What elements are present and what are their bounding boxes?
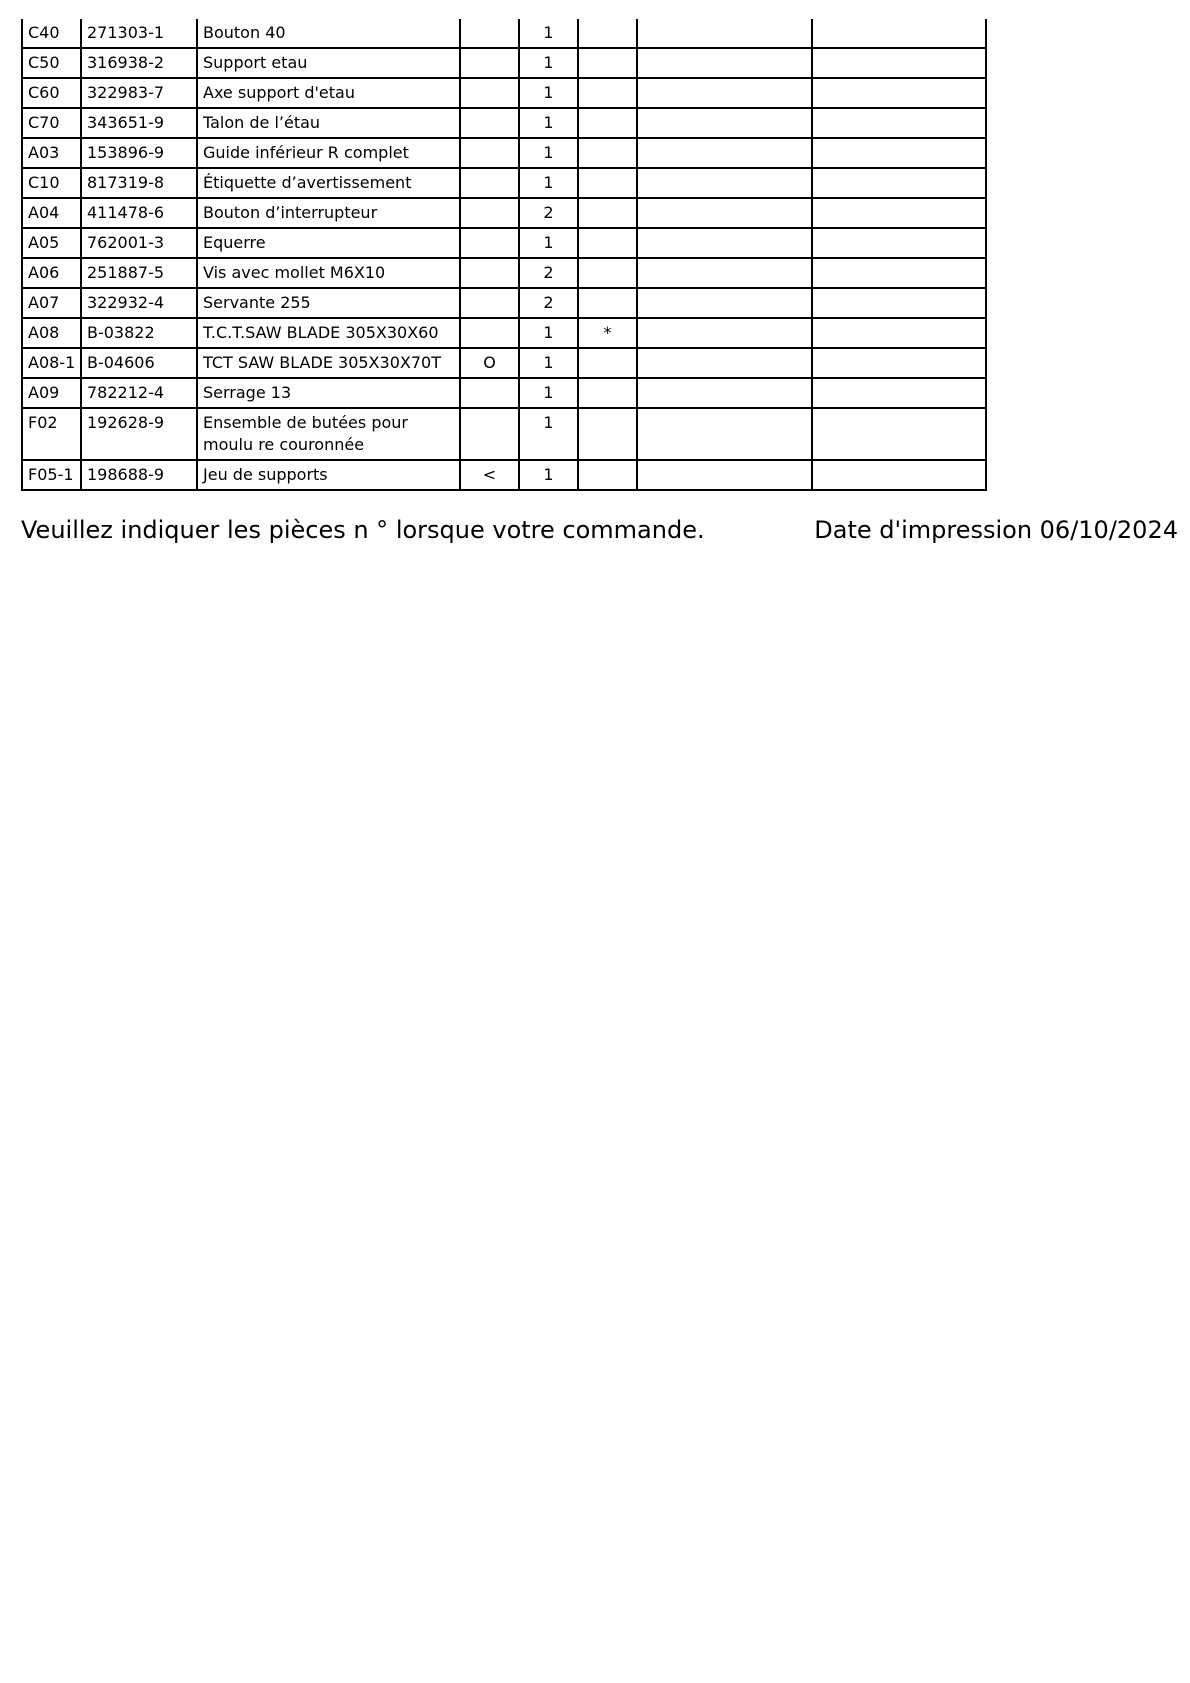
quantity-cell: 1 <box>519 408 578 460</box>
parts-table-body <box>22 19 986 490</box>
note-cell: * <box>578 318 637 348</box>
quantity-cell: 2 <box>519 198 578 228</box>
note-cell <box>578 348 637 378</box>
empty-cell <box>812 168 986 198</box>
empty-cell <box>812 288 986 318</box>
description-cell: Étiquette d’avertissement <box>197 168 460 198</box>
empty-cell <box>637 138 812 168</box>
part-number-cell: 251887-5 <box>81 258 197 288</box>
mark-cell: O <box>460 348 519 378</box>
part-number-cell: B-04606 <box>81 348 197 378</box>
table-row <box>22 19 986 48</box>
empty-cell <box>812 108 986 138</box>
description-cell: Ensemble de butées pour moulu re couronnée <box>197 408 460 460</box>
empty-cell <box>637 168 812 198</box>
item-no-cell: A09 <box>22 378 81 408</box>
empty-cell <box>637 408 812 460</box>
empty-cell <box>637 318 812 348</box>
note-cell <box>578 168 637 198</box>
item-no-cell: C60 <box>22 78 81 108</box>
empty-cell <box>637 348 812 378</box>
part-number-cell: 271303-1 <box>81 19 197 48</box>
description-cell: TCT SAW BLADE 305X30X70T <box>197 348 460 378</box>
description-cell: Support etau <box>197 48 460 78</box>
note-cell <box>578 198 637 228</box>
table-row <box>22 408 986 460</box>
note-cell <box>578 78 637 108</box>
description-cell: Vis avec mollet M6X10 <box>197 258 460 288</box>
part-number-cell: B-03822 <box>81 318 197 348</box>
mark-cell <box>460 228 519 258</box>
quantity-cell: 1 <box>519 460 578 490</box>
empty-cell <box>637 19 812 48</box>
item-no-cell: C70 <box>22 108 81 138</box>
item-no-cell: A06 <box>22 258 81 288</box>
table-row <box>22 318 986 348</box>
quantity-cell: 1 <box>519 108 578 138</box>
item-no-cell: C40 <box>22 19 81 48</box>
item-no-cell: F05-1 <box>22 460 81 490</box>
table-row <box>22 48 986 78</box>
part-number-cell: 322983-7 <box>81 78 197 108</box>
mark-cell <box>460 108 519 138</box>
quantity-cell: 1 <box>519 168 578 198</box>
quantity-cell: 2 <box>519 258 578 288</box>
item-no-cell: C10 <box>22 168 81 198</box>
quantity-cell: 1 <box>519 138 578 168</box>
empty-cell <box>812 228 986 258</box>
part-number-cell: 322932-4 <box>81 288 197 318</box>
page-footer <box>21 512 1178 548</box>
empty-cell <box>637 108 812 138</box>
description-cell: Servante 255 <box>197 288 460 318</box>
part-number-cell: 316938-2 <box>81 48 197 78</box>
table-row <box>22 78 986 108</box>
table-row <box>22 108 986 138</box>
quantity-cell: 1 <box>519 378 578 408</box>
mark-cell <box>460 19 519 48</box>
item-no-cell: A08 <box>22 318 81 348</box>
empty-cell <box>812 408 986 460</box>
description-cell: Guide inférieur R complet <box>197 138 460 168</box>
empty-cell <box>812 258 986 288</box>
description-cell: Bouton 40 <box>197 19 460 48</box>
note-cell <box>578 288 637 318</box>
item-no-cell: A08-1 <box>22 348 81 378</box>
part-number-cell: 762001-3 <box>81 228 197 258</box>
mark-cell <box>460 288 519 318</box>
empty-cell <box>637 460 812 490</box>
print-date: Date d'impression 06/10/2024 <box>814 516 1178 544</box>
empty-cell <box>637 378 812 408</box>
parts-table <box>21 19 987 491</box>
mark-cell <box>460 378 519 408</box>
note-cell <box>578 258 637 288</box>
description-cell: Axe support d'etau <box>197 78 460 108</box>
mark-cell <box>460 258 519 288</box>
part-number-cell: 198688-9 <box>81 460 197 490</box>
item-no-cell: A05 <box>22 228 81 258</box>
part-number-cell: 782212-4 <box>81 378 197 408</box>
table-row <box>22 228 986 258</box>
part-number-cell: 153896-9 <box>81 138 197 168</box>
empty-cell <box>812 198 986 228</box>
part-number-cell: 817319-8 <box>81 168 197 198</box>
item-no-cell: A04 <box>22 198 81 228</box>
description-cell: Talon de l’étau <box>197 108 460 138</box>
mark-cell <box>460 408 519 460</box>
table-row <box>22 138 986 168</box>
note-cell <box>578 19 637 48</box>
note-cell <box>578 138 637 168</box>
mark-cell <box>460 138 519 168</box>
item-no-cell: F02 <box>22 408 81 460</box>
empty-cell <box>637 228 812 258</box>
item-no-cell: C50 <box>22 48 81 78</box>
mark-cell: < <box>460 460 519 490</box>
note-cell <box>578 108 637 138</box>
empty-cell <box>812 78 986 108</box>
description-cell: Equerre <box>197 228 460 258</box>
empty-cell <box>812 348 986 378</box>
item-no-cell: A03 <box>22 138 81 168</box>
table-row <box>22 198 986 228</box>
quantity-cell: 1 <box>519 228 578 258</box>
quantity-cell: 1 <box>519 48 578 78</box>
note-cell <box>578 48 637 78</box>
part-number-cell: 343651-9 <box>81 108 197 138</box>
note-cell <box>578 460 637 490</box>
table-row <box>22 258 986 288</box>
mark-cell <box>460 48 519 78</box>
description-cell: Serrage 13 <box>197 378 460 408</box>
note-cell <box>578 378 637 408</box>
part-number-cell: 192628-9 <box>81 408 197 460</box>
mark-cell <box>460 168 519 198</box>
table-row <box>22 378 986 408</box>
empty-cell <box>637 78 812 108</box>
empty-cell <box>637 288 812 318</box>
empty-cell <box>812 460 986 490</box>
empty-cell <box>812 378 986 408</box>
empty-cell <box>812 138 986 168</box>
mark-cell <box>460 78 519 108</box>
part-number-cell: 411478-6 <box>81 198 197 228</box>
quantity-cell: 1 <box>519 78 578 108</box>
empty-cell <box>637 198 812 228</box>
empty-cell <box>812 318 986 348</box>
mark-cell <box>460 198 519 228</box>
empty-cell <box>812 19 986 48</box>
table-row <box>22 460 986 490</box>
order-instruction-note: Veuillez indiquer les pièces n ° lorsque votre commande. <box>21 516 705 544</box>
item-no-cell: A07 <box>22 288 81 318</box>
quantity-cell: 1 <box>519 19 578 48</box>
quantity-cell: 1 <box>519 318 578 348</box>
empty-cell <box>637 258 812 288</box>
table-row <box>22 168 986 198</box>
description-cell: Jeu de supports <box>197 460 460 490</box>
quantity-cell: 2 <box>519 288 578 318</box>
table-row <box>22 288 986 318</box>
table-row <box>22 348 986 378</box>
empty-cell <box>637 48 812 78</box>
empty-cell <box>812 48 986 78</box>
note-cell <box>578 228 637 258</box>
quantity-cell: 1 <box>519 348 578 378</box>
description-cell: Bouton d’interrupteur <box>197 198 460 228</box>
note-cell <box>578 408 637 460</box>
description-cell: T.C.T.SAW BLADE 305X30X60 <box>197 318 460 348</box>
mark-cell <box>460 318 519 348</box>
